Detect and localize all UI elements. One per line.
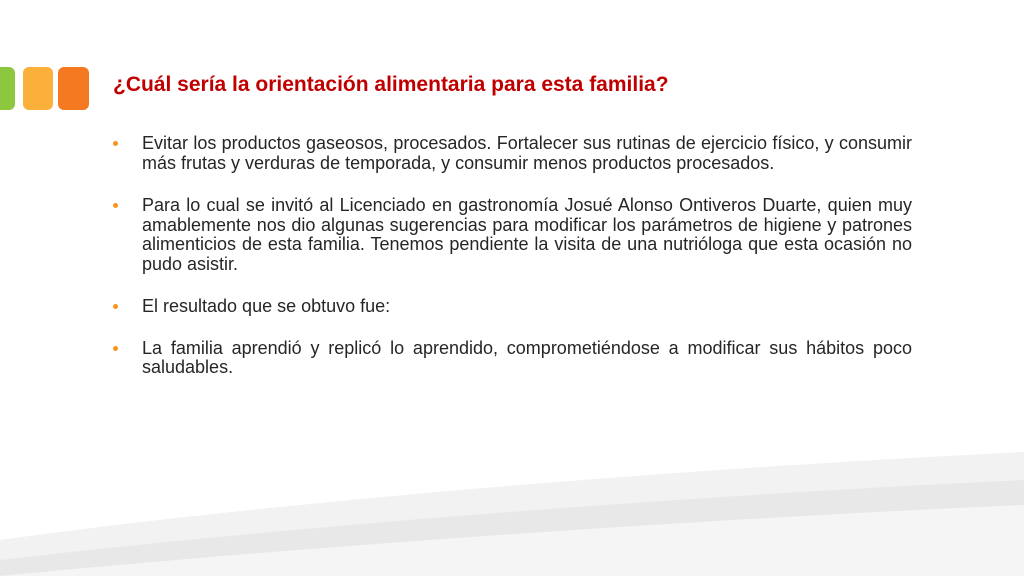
accent-block-orange (58, 67, 89, 110)
accent-block-green (0, 67, 15, 110)
bullet-dot-icon (113, 203, 118, 208)
bullet-dot-icon (113, 141, 118, 146)
bullet-item (112, 134, 912, 173)
bullet-item (112, 196, 912, 274)
bullet-item (112, 297, 912, 317)
bullet-text: Evitar los productos gaseosos, procesados. Fortalecer sus rutinas de ejercicio físico, y consumir más frutas y verduras de temporada, y consumir menos productos procesados. (142, 133, 912, 173)
bullet-dot-icon (113, 304, 118, 309)
accent-block-yellow (23, 67, 53, 110)
bullet-dot-icon (113, 346, 118, 351)
bullet-text: Para lo cual se invitó al Licenciado en gastronomía Josué Alonso Ontiveros Duarte, quien muy amablemente nos dio algunas sugerencias para modificar los parámetros de higiene y patrones alimenticios de esta familia. Tenemos pendiente la visita de una nutrióloga que esta ocasión no pudo asistir. (142, 195, 912, 274)
bullet-text: La familia aprendió y replicó lo aprendido, comprometiéndose a modificar sus hábitos poco saludables. (142, 337, 912, 377)
bullet-list (112, 134, 912, 401)
slide-title: ¿Cuál sería la orientación alimentaria para esta familia? (113, 73, 669, 96)
bullet-item (112, 339, 912, 378)
bullet-text: El resultado que se obtuvo fue: (142, 296, 391, 316)
